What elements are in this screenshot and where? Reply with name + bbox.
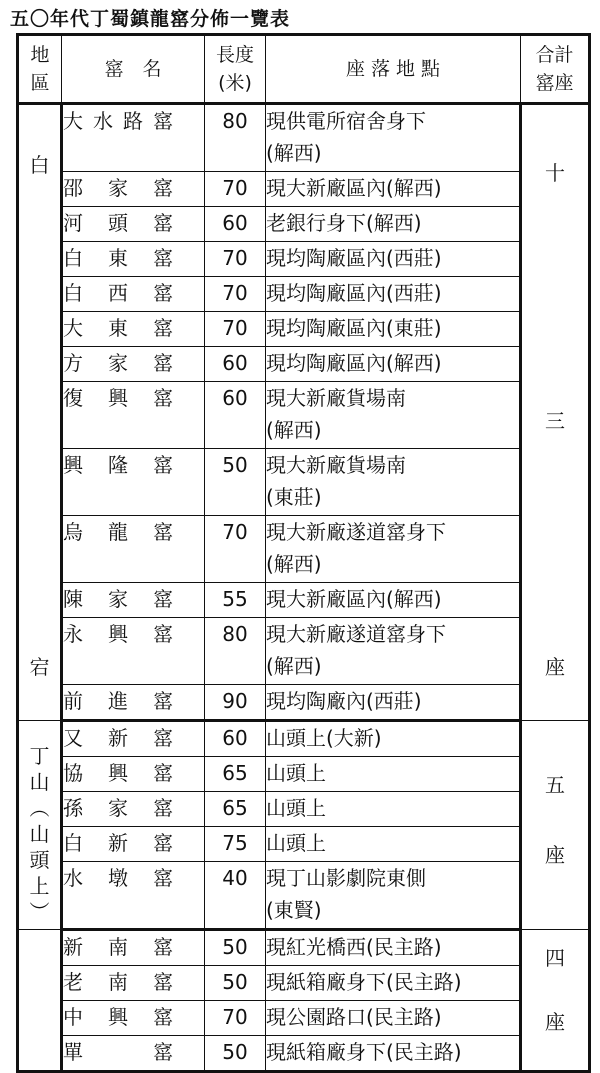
header-total: 合計 窰座 — [521, 35, 590, 104]
total-char: 座 — [545, 655, 565, 679]
kiln-name: 前 進 窰 — [62, 685, 205, 721]
kiln-location: 山頭上 — [266, 792, 521, 827]
kiln-name: 孫 家 窰 — [62, 792, 205, 827]
table-row — [18, 1036, 590, 1072]
header-row — [18, 35, 590, 104]
region-char: ︵ — [29, 796, 50, 820]
region-char: 丁 — [29, 744, 50, 768]
table-row — [18, 792, 590, 827]
table-row — [18, 827, 590, 862]
kiln-name: 大 水 路 窰 — [62, 104, 205, 172]
table-body — [18, 104, 590, 1072]
kiln-length: 60 — [205, 382, 266, 449]
kiln-length: 75 — [205, 827, 266, 862]
table-row — [18, 721, 590, 757]
kiln-location: 山頭上 — [266, 757, 521, 792]
kiln-length: 70 — [205, 172, 266, 207]
kiln-length: 55 — [205, 583, 266, 618]
kiln-length: 70 — [205, 312, 266, 347]
kiln-location: 現均陶廠區內(解西) — [266, 347, 521, 382]
kiln-length: 50 — [205, 930, 266, 966]
region-cell — [18, 930, 62, 1072]
region-cell — [18, 721, 62, 930]
kiln-length: 60 — [205, 721, 266, 757]
kiln-name: 邵 家 窰 — [62, 172, 205, 207]
kiln-location: 現紅光橋西(民主路) — [266, 930, 521, 966]
kiln-length: 50 — [205, 449, 266, 516]
kiln-location: 現大新廠遂道窰身下 (解西) — [266, 516, 521, 583]
kiln-name: 興 隆 窰 — [62, 449, 205, 516]
kiln-name: 白 東 窰 — [62, 242, 205, 277]
kiln-length: 80 — [205, 104, 266, 172]
table-row — [18, 618, 590, 685]
kiln-name: 烏 龍 窰 — [62, 516, 205, 583]
table-row — [18, 516, 590, 583]
kiln-location: 現均陶廠區內(西莊) — [266, 242, 521, 277]
kiln-length: 50 — [205, 1036, 266, 1072]
region-char: 山 — [29, 770, 50, 794]
kiln-location: 現大新廠貨場南 (東莊) — [266, 449, 521, 516]
kiln-length: 65 — [205, 757, 266, 792]
table-row — [18, 930, 590, 966]
kiln-location: 現大新廠區內(解西) — [266, 583, 521, 618]
total-char: 十 — [545, 161, 565, 185]
kiln-location: 現紙箱廠身下(民主路) — [266, 966, 521, 1001]
kiln-length: 70 — [205, 1001, 266, 1036]
region-cell — [18, 104, 62, 721]
kiln-location: 山頭上 — [266, 827, 521, 862]
total-char: 五 — [545, 773, 565, 797]
kiln-length: 90 — [205, 685, 266, 721]
table-row — [18, 1001, 590, 1036]
kiln-name: 單 窰 — [62, 1036, 205, 1072]
kiln-length: 70 — [205, 516, 266, 583]
region-char: 山 — [29, 822, 50, 846]
kiln-name: 協 興 窰 — [62, 757, 205, 792]
table-row — [18, 862, 590, 930]
table-row — [18, 172, 590, 207]
table-row — [18, 242, 590, 277]
kiln-location: 現均陶廠內(西莊) — [266, 685, 521, 721]
total-char: 座 — [545, 843, 565, 867]
kiln-length: 70 — [205, 242, 266, 277]
header-length: 長度 (米) — [205, 35, 266, 104]
kiln-length: 50 — [205, 966, 266, 1001]
kiln-name: 白 新 窰 — [62, 827, 205, 862]
total-char: 四 — [545, 946, 565, 970]
kiln-name: 復 興 窰 — [62, 382, 205, 449]
region-char: 白 — [29, 153, 50, 177]
kiln-location: 現丁山影劇院東側 (東賢) — [266, 862, 521, 930]
kiln-location: 現大新廠遂道窰身下 (解西) — [266, 618, 521, 685]
kiln-name: 老 南 窰 — [62, 966, 205, 1001]
kiln-location: 老銀行身下(解西) — [266, 207, 521, 242]
kiln-name: 河 頭 窰 — [62, 207, 205, 242]
table-row — [18, 104, 590, 172]
kiln-name: 中 興 窰 — [62, 1001, 205, 1036]
table-row — [18, 382, 590, 449]
table-row — [18, 312, 590, 347]
region-char: 宕 — [29, 655, 50, 679]
header-location: 座 落 地 點 — [266, 35, 521, 104]
kiln-distribution-table — [16, 33, 591, 1073]
kiln-length: 40 — [205, 862, 266, 930]
kiln-location: 現紙箱廠身下(民主路) — [266, 1036, 521, 1072]
kiln-location: 現供電所宿舍身下 (解西) — [266, 104, 521, 172]
table-row — [18, 966, 590, 1001]
total-char: 座 — [545, 1010, 565, 1034]
total-cell — [521, 721, 590, 930]
kiln-length: 60 — [205, 347, 266, 382]
table-row — [18, 685, 590, 721]
kiln-name: 又 新 窰 — [62, 721, 205, 757]
kiln-location: 現均陶廠區內(西莊) — [266, 277, 521, 312]
table-row — [18, 207, 590, 242]
kiln-name: 新 南 窰 — [62, 930, 205, 966]
region-char: 上 — [29, 874, 50, 898]
total-cell — [521, 930, 590, 1072]
kiln-name: 陳 家 窰 — [62, 583, 205, 618]
kiln-location: 現公園路口(民主路) — [266, 1001, 521, 1036]
kiln-length: 70 — [205, 277, 266, 312]
kiln-name: 白 西 窰 — [62, 277, 205, 312]
region-char: 頭 — [29, 848, 50, 872]
table-title: 五〇年代丁蜀鎮龍窰分佈一覽表 — [10, 8, 291, 30]
header-region: 地 區 — [18, 35, 62, 104]
region-char: ︶ — [29, 900, 50, 924]
kiln-name: 大 東 窰 — [62, 312, 205, 347]
kiln-name: 永 興 窰 — [62, 618, 205, 685]
header-name: 窰 名 — [62, 35, 205, 104]
kiln-length: 65 — [205, 792, 266, 827]
kiln-name: 方 家 窰 — [62, 347, 205, 382]
kiln-location: 山頭上(大新) — [266, 721, 521, 757]
kiln-location: 現均陶廠區內(東莊) — [266, 312, 521, 347]
kiln-location: 現大新廠貨場南 (解西) — [266, 382, 521, 449]
table-row — [18, 347, 590, 382]
kiln-location: 現大新廠區內(解西) — [266, 172, 521, 207]
kiln-length: 80 — [205, 618, 266, 685]
table-row — [18, 277, 590, 312]
table-row — [18, 583, 590, 618]
total-char: 三 — [545, 409, 565, 433]
total-cell — [521, 104, 590, 721]
table-row — [18, 449, 590, 516]
table-row — [18, 757, 590, 792]
kiln-name: 水 墩 窰 — [62, 862, 205, 930]
kiln-length: 60 — [205, 207, 266, 242]
